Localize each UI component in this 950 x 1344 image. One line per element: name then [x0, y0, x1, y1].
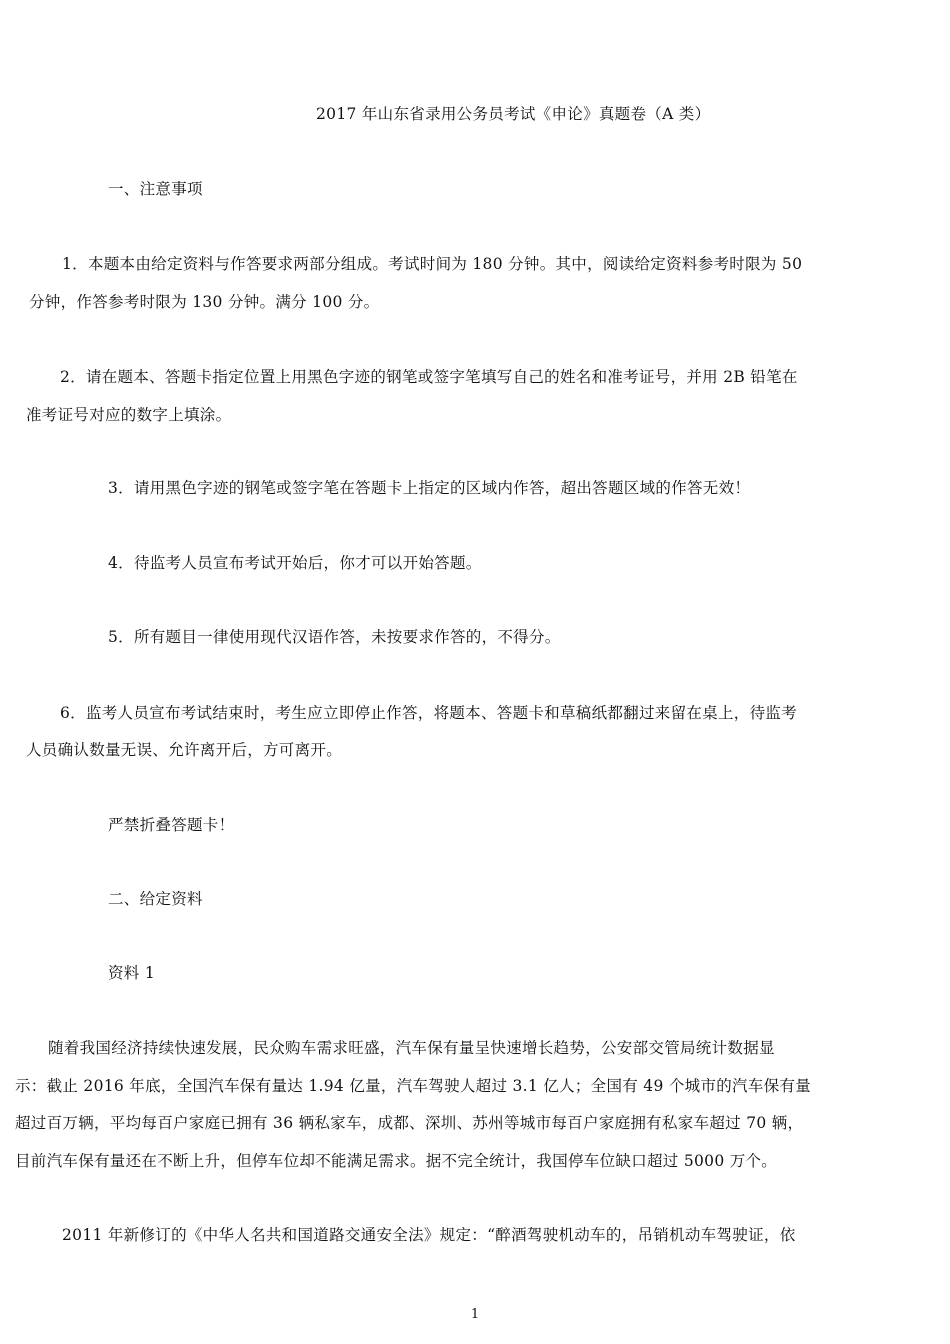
note-item-2-line-2: 准考证号对应的数字上填涂。: [26, 406, 232, 424]
note-item-1-line-2: 分钟，作答参考时限为 130 分钟。满分 100 分。: [29, 293, 380, 311]
note-item-6-line-1: 6．监考人员宣布考试结束时，考生应立即停止作答，将题本、答题卡和草稿纸都翻过来留在桌上，待监考: [60, 704, 797, 722]
document-title: 2017 年山东省录用公务员考试《申论》真题卷（A 类）: [316, 105, 711, 123]
note-item-4: 4．待监考人员宣布考试开始后，你才可以开始答题。: [108, 554, 482, 572]
section-heading-notes: 一、注意事项: [108, 180, 203, 198]
paragraph-1-line-3: 超过百万辆，平均每百户家庭已拥有 36 辆私家车，成都、深圳、苏州等城市每百户家庭拥有私家车超过 70 辆，: [15, 1114, 804, 1132]
paragraph-1-line-4: 目前汽车保有量还在不断上升，但停车位却不能满足需求。据不完全统计，我国停车位缺口超过 5000 万个。: [15, 1152, 778, 1170]
paragraph-1-line-1: 随着我国经济持续快速发展，民众购车需求旺盛，汽车保有量呈快速增长趋势，公安部交管局统计数据显: [48, 1039, 775, 1057]
section-heading-materials: 二、给定资料: [108, 890, 203, 908]
paragraph-2-line-1: 2011 年新修订的《中华人名共和国道路交通安全法》规定：“醉酒驾驶机动车的，吊销机动车驾驶证，依: [62, 1226, 796, 1244]
page-number: 1: [470, 1307, 480, 1322]
note-item-2-line-1: 2．请在题本、答题卡指定位置上用黑色字迹的钢笔或签字笔填写自己的姓名和准考证号，并用 2B 铅笔在: [60, 368, 798, 386]
note-item-3: 3．请用黑色字迹的钢笔或签字笔在答题卡上指定的区域内作答，超出答题区域的作答无效！: [108, 479, 751, 497]
material-label: 资料 1: [108, 964, 155, 982]
paragraph-1-line-2: 示：截止 2016 年底，全国汽车保有量达 1.94 亿量，汽车驾驶人超过 3.1 亿人；全国有 49 个城市的汽车保有量: [15, 1077, 812, 1095]
note-item-6-line-2: 人员确认数量无误、允许离开后，方可离开。: [26, 741, 343, 759]
note-item-1-line-1: 1．本题本由给定资料与作答要求两部分组成。考试时间为 180 分钟。其中，阅读给定资料参考时限为 50: [62, 255, 803, 273]
warning-no-folding: 严禁折叠答题卡！: [108, 816, 235, 834]
note-item-5: 5．所有题目一律使用现代汉语作答，未按要求作答的，不得分。: [108, 628, 561, 646]
